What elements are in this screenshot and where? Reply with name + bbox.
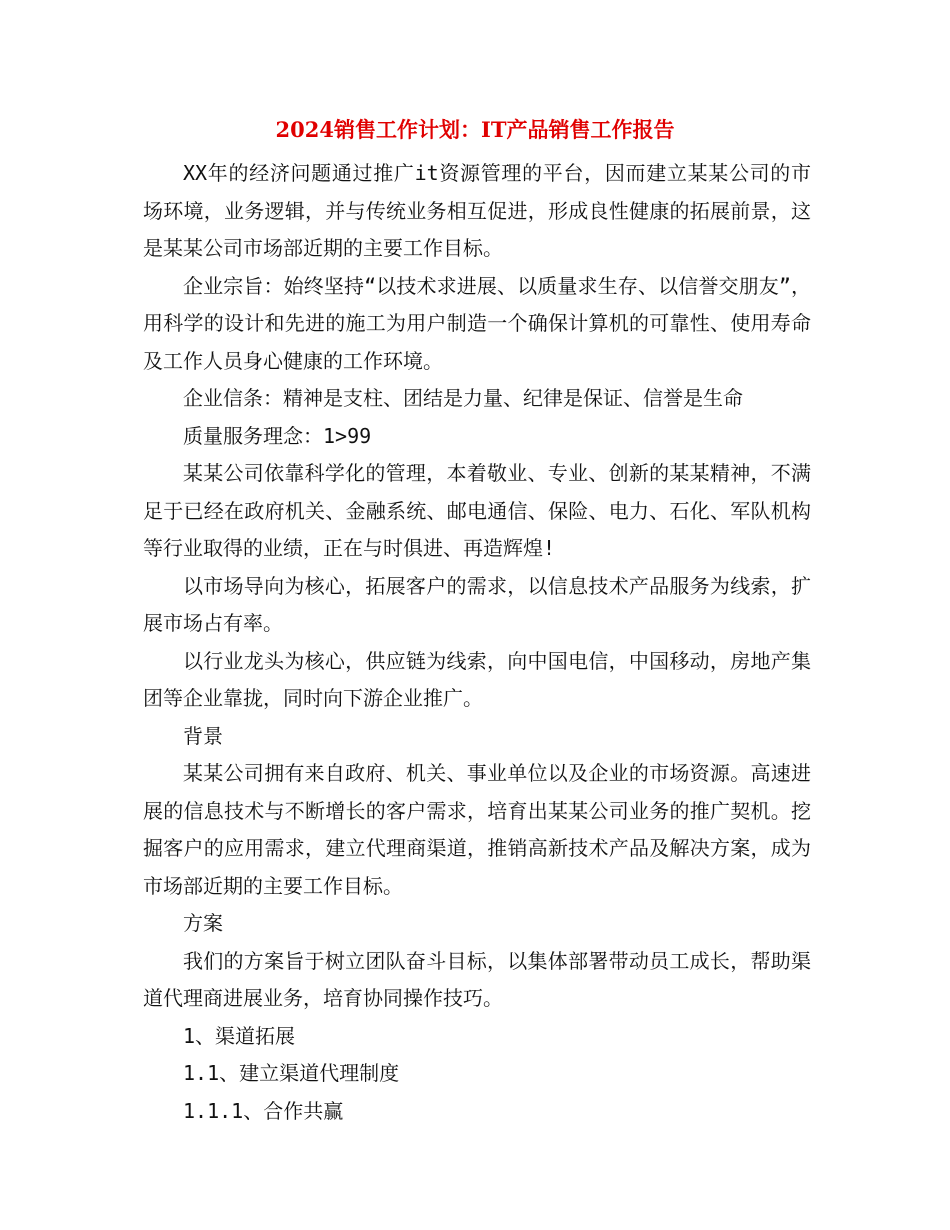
document-body bbox=[143, 155, 811, 1130]
section-heading-plan: 方案 bbox=[183, 911, 223, 935]
paragraph-management: 某某公司依靠科学化的管理，本着敬业、专业、创新的某某精神，不满足于已经在政府机关、金融系统、邮电通信、保险、电力、石化、军队机构等行业取得的业绩，正在与时俱进、再造辉煌! bbox=[143, 461, 811, 560]
heading-win-win-cooperation: 1.1.1、合作共赢 bbox=[183, 1098, 344, 1123]
paragraph-plan: 我们的方案旨于树立团队奋斗目标，以集体部署带动员工成长，帮助渠道代理商进展业务，培育协同操作技巧。 bbox=[143, 948, 811, 1010]
paragraph-market-orientation: 以市场导向为核心，拓展客户的需求，以信息技术产品服务为线索，扩展市场占有率。 bbox=[143, 573, 811, 635]
heading-channel-expansion: 1、渠道拓展 bbox=[183, 1023, 296, 1048]
section-heading-background: 背景 bbox=[183, 723, 223, 748]
paragraph-mission: 企业宗旨：始终坚持“以技术求进展、以质量求生存、以信誉交朋友”，用科学的设计和先进的施工为用户制造一个确保计算机的可靠性、使用寿命及工作人员身心健康的工作环境。 bbox=[143, 273, 811, 373]
paragraph-industry-leaders: 以行业龙头为核心，供应链为线索，向中国电信，中国移动，房地产集团等企业靠拢，同时向下游企业推广。 bbox=[143, 648, 811, 710]
paragraph-quality-concept: 质量服务理念：1>99 bbox=[183, 423, 372, 448]
heading-channel-agent-system: 1.1、建立渠道代理制度 bbox=[183, 1061, 400, 1085]
paragraph-creed: 企业信条：精神是支柱、团结是力量、纪律是保证、信誉是生命 bbox=[183, 386, 743, 410]
paragraph-background: 某某公司拥有来自政府、机关、事业单位以及企业的市场资源。高速进展的信息技术与不断增长的客户需求，培育出某某公司业务的推广契机。挖掘客户的应用需求，建立代理商渠道，推销高新技术产品及解决方案，成为市场部近期的主要工作目标。 bbox=[143, 761, 811, 898]
document-title: 2024销售工作计划：IT产品销售工作报告 bbox=[275, 117, 675, 142]
paragraph-intro: XX年的经济问题通过推广it资源管理的平台，因而建立某某公司的市场环境，业务逻辑，并与传统业务相互促进，形成良性健康的拓展前景，这是某某公司市场部近期的主要工作目标。 bbox=[143, 161, 811, 260]
